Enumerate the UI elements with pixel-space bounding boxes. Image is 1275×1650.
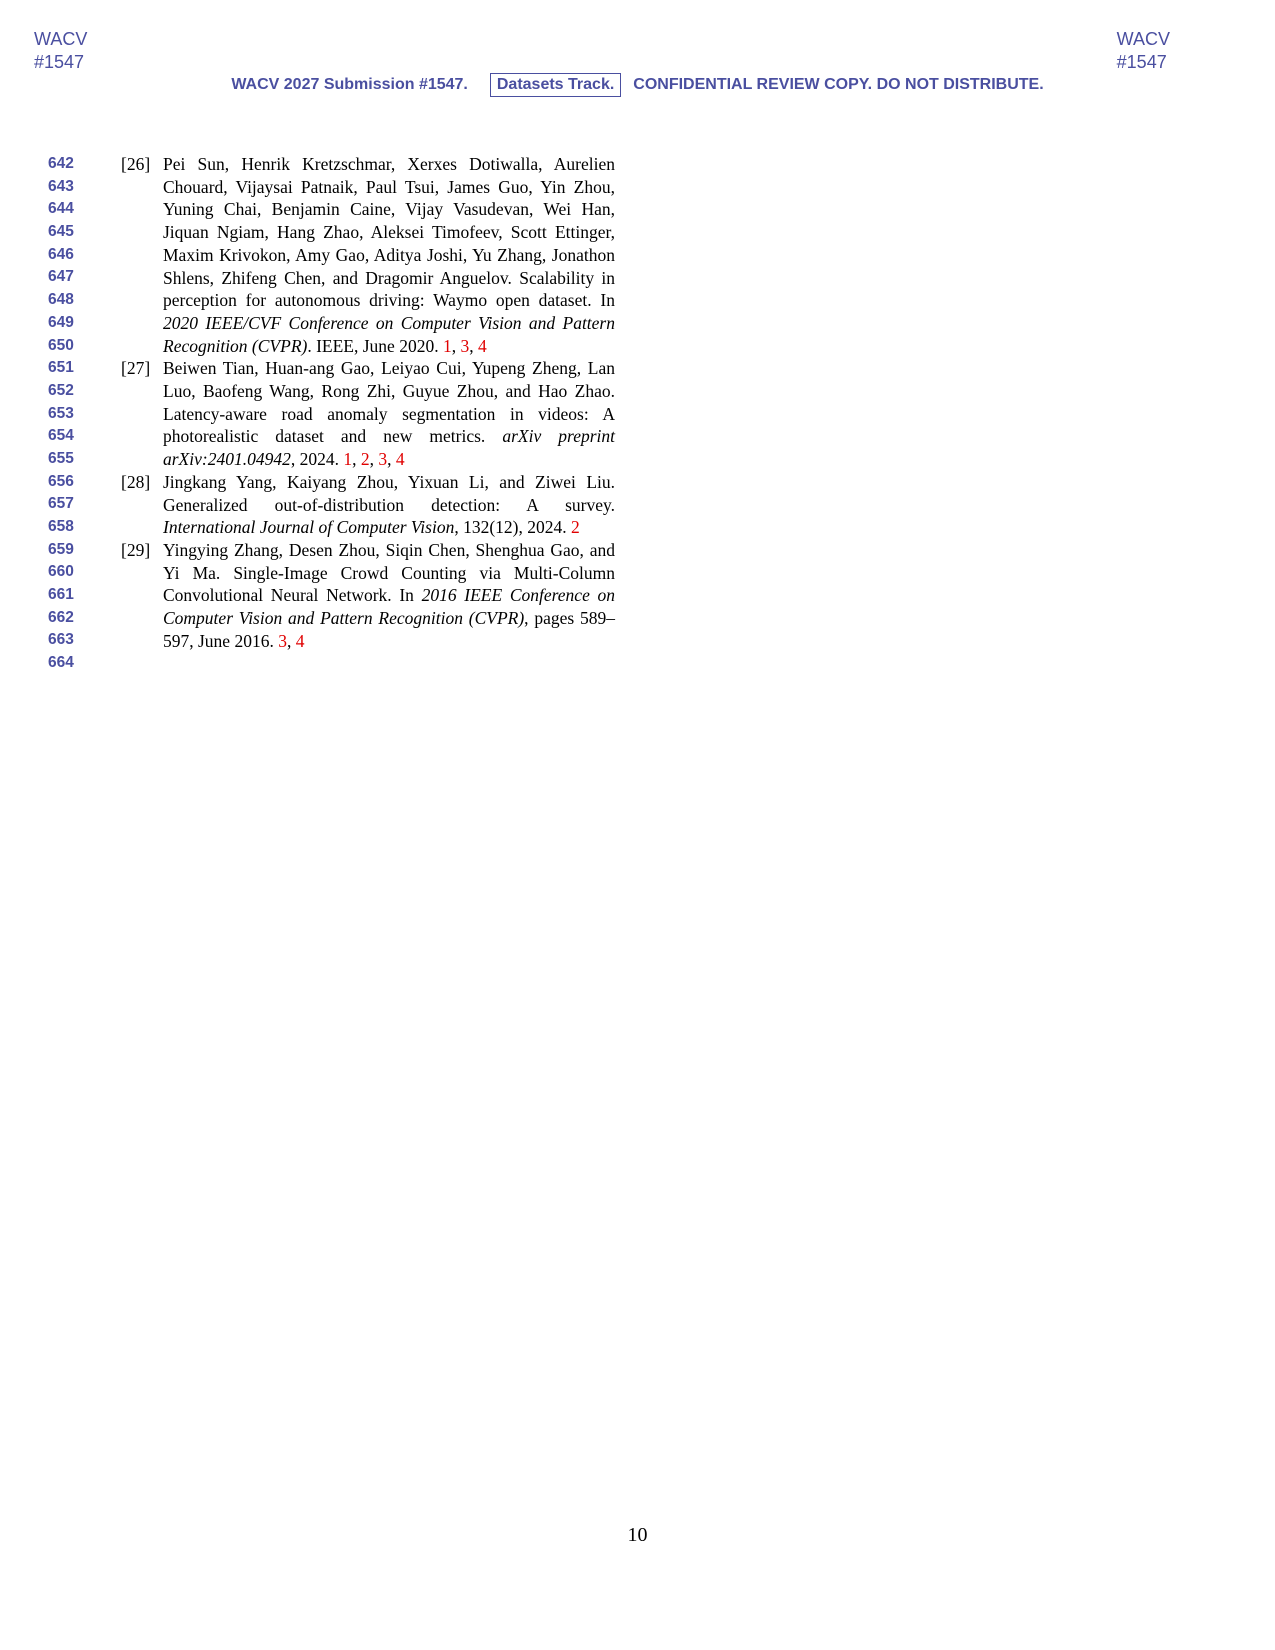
line-number: 663 bbox=[48, 631, 74, 649]
reference-authors: Pei Sun, Henrik Kretzschmar, Xerxes Dotiwalla, Aurelien Chouard, Vijaysai Patnaik, Paul Tsui, James Guo, Yin Zhou, Yuning Chai, Benjamin Caine, Vijay Vasudevan, Wei Han, Jiquan Ngiam, Hang Zhao, Aleksei Timofeev, Scott Ettinger, Maxim Krivokon, Amy Gao, Aditya Joshi, Yu Zhang, Jonathon Shlens, Zhifeng Chen, and Dragomir Anguelov. bbox=[163, 154, 615, 288]
reference-authors: Beiwen Tian, Huan-ang Gao, Leiyao Cui, Yupeng Zheng, Lan Luo, Baofeng Wang, Rong Zhi, Guyue Zhou, and Hao Zhao. bbox=[163, 358, 615, 402]
citation-backlink[interactable]: 1 bbox=[343, 449, 353, 470]
citation-backlink[interactable]: 3 bbox=[278, 630, 287, 651]
citation-backlink[interactable]: 4 bbox=[395, 449, 405, 470]
citation-backlink[interactable]: 3 bbox=[460, 335, 470, 356]
corner-paper-id: #1547 bbox=[1116, 52, 1167, 72]
reference-title: Single-Image Crowd Counting via Multi-Column Convolutional Neural Network. bbox=[163, 562, 615, 606]
line-number-column bbox=[48, 153, 78, 675]
reference-venue: 2016 IEEE Conference on Computer Vision and Pattern Recognition (CVPR) bbox=[163, 585, 616, 629]
reference-details: , 2024. bbox=[290, 449, 339, 470]
reference-venue: arXiv preprint arXiv:2401.04942 bbox=[163, 426, 615, 470]
line-number: 651 bbox=[48, 359, 74, 377]
reference-title: Generalized out-of-distribution detection: A survey. bbox=[163, 494, 615, 515]
line-number: 645 bbox=[48, 223, 74, 241]
references-list bbox=[121, 153, 615, 652]
citation-backlink[interactable]: 2 bbox=[360, 449, 370, 470]
reference-venue-prefix: In bbox=[600, 290, 615, 311]
line-number: 662 bbox=[48, 608, 74, 626]
line-number: 654 bbox=[48, 427, 74, 445]
reference-venue: 2020 IEEE/CVF Conference on Computer Vision and Pattern Recognition (CVPR) bbox=[163, 312, 615, 356]
line-number: 658 bbox=[48, 518, 74, 535]
reference-number: [27] bbox=[121, 358, 151, 379]
line-number: 649 bbox=[48, 313, 74, 331]
page-number: 10 bbox=[627, 1524, 648, 1546]
line-number: 642 bbox=[48, 155, 74, 172]
line-number: 655 bbox=[48, 449, 74, 467]
reference-text: Yingying Zhang, Desen Zhou, Siqin Chen, Shenghua Gao, and Yi Ma. Single-Image Crowd Counting via Multi-Column Convolutional Neural Network. In 2016 IEEE Conference on Computer Vision and Pattern Recognition (CVPR), pages 589–597, June 2016. 3, 4 bbox=[163, 539, 616, 651]
line-number: 646 bbox=[48, 245, 74, 263]
reference-number: [29] bbox=[121, 539, 151, 560]
line-number: 661 bbox=[48, 586, 74, 604]
confidential-notice: CONFIDENTIAL REVIEW COPY. DO NOT DISTRIBUTE. bbox=[633, 76, 1044, 93]
corner-venue: WACV bbox=[1116, 29, 1170, 49]
line-number: 656 bbox=[48, 472, 74, 490]
reference-entry bbox=[121, 471, 615, 539]
line-number: 657 bbox=[48, 495, 74, 513]
reference-entry bbox=[121, 357, 615, 471]
line-number: 644 bbox=[48, 200, 74, 218]
reference-number: [28] bbox=[121, 471, 151, 492]
citation-backlink[interactable]: 4 bbox=[295, 630, 305, 651]
reference-text: Beiwen Tian, Huan-ang Gao, Leiyao Cui, Yupeng Zheng, Lan Luo, Baofeng Wang, Rong Zhi, Guyue Zhou, and Hao Zhao. Latency-aware road anomaly segmentation in videos: A photorealistic dataset and new metrics. arXiv preprint arXiv:2401.04942, 2024. 1, 2, 3, 4 bbox=[163, 358, 615, 470]
line-number: 659 bbox=[48, 540, 74, 558]
citation-backlink[interactable]: 4 bbox=[477, 335, 487, 356]
corner-paper-id: #1547 bbox=[34, 52, 85, 72]
line-number: 647 bbox=[48, 268, 74, 286]
reference-text bbox=[163, 471, 615, 539]
corner-venue: WACV bbox=[34, 29, 88, 49]
reference-venue: International Journal of Computer Vision bbox=[163, 517, 455, 538]
reference-details: . IEEE, June 2020. bbox=[307, 335, 439, 356]
reference-details: , pages 589–597, June 2016. bbox=[163, 608, 615, 651]
line-number: 650 bbox=[48, 336, 74, 354]
reference-venue-prefix: In bbox=[399, 585, 414, 606]
reference-entry bbox=[121, 153, 615, 357]
reference-title: Latency-aware road anomaly segmentation in videos: A photorealistic dataset and new metrics. bbox=[163, 403, 615, 447]
review-header bbox=[0, 73, 1275, 97]
citation-backlink[interactable]: 1 bbox=[442, 335, 452, 356]
citation-backlink[interactable]: 3 bbox=[378, 449, 388, 470]
line-number: 660 bbox=[48, 563, 74, 581]
reference-number: [26] bbox=[121, 154, 151, 174]
line-number: 664 bbox=[48, 654, 74, 672]
line-number: 643 bbox=[48, 177, 74, 195]
reference-details: , 132(12), 2024. bbox=[454, 517, 567, 538]
submission-label: WACV 2027 Submission #1547. bbox=[231, 76, 468, 93]
reference-authors: Yingying Zhang, Desen Zhou, Siqin Chen, Shenghua Gao, and Yi Ma. bbox=[163, 539, 615, 583]
track-badge: Datasets Track. bbox=[490, 73, 621, 97]
corner-label-left bbox=[34, 28, 87, 74]
reference-title: Scalability in perception for autonomous driving: Waymo open dataset. bbox=[163, 267, 615, 311]
citation-backlink[interactable]: 2 bbox=[571, 517, 580, 538]
corner-label-right bbox=[1117, 28, 1170, 74]
reference-text: Pei Sun, Henrik Kretzschmar, Xerxes Dotiwalla, Aurelien Chouard, Vijaysai Patnaik, Paul Tsui, James Guo, Yin Zhou, Yuning Chai, Benjamin Caine, Vijay Vasudevan, Wei Han, Jiquan Ngiam, Hang Zhao, Aleksei Timofeev, Scott Ettinger, Maxim Krivokon, Amy Gao, Aditya Joshi, Yu Zhang, Jonathon Shlens, Zhifeng Chen, and Dragomir Anguelov. Scalability in perception for autonomous driving: Waymo open dataset. In 2020 IEEE/CVF Conference on Computer Vision and Pattern Recognition (CVPR). IEEE, June 2020. 1, 3, 4 bbox=[163, 154, 615, 356]
line-number: 652 bbox=[48, 381, 74, 399]
line-number: 653 bbox=[48, 404, 74, 422]
reference-entry bbox=[121, 539, 615, 653]
reference-authors: Jingkang Yang, Kaiyang Zhou, Yixuan Li, and Ziwei Liu. bbox=[163, 471, 615, 492]
line-number: 648 bbox=[48, 291, 74, 309]
